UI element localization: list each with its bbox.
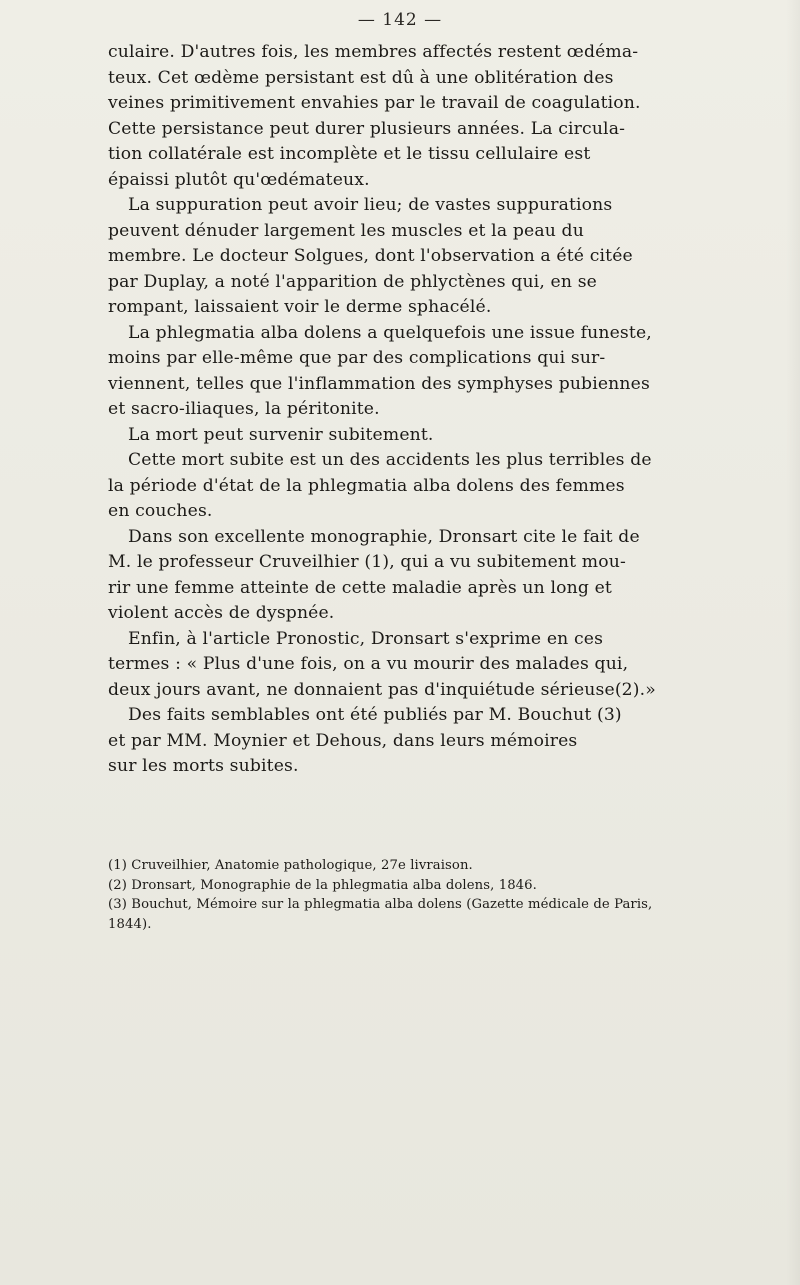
footnote-2: (2) Dronsart, Monographie de la phlegmatia alba dolens, 1846. [108,877,537,893]
paragraph-start-line: Enfin, à l'article Pronostic, Dronsart s'exprime en ces [128,628,604,649]
body-line: épaissi plutôt qu'œdémateux. [108,169,370,190]
body-line: rir une femme atteinte de cette maladie après un long et [108,577,612,598]
body-line: teux. Cet œdème persistant est dû à une oblitération des [108,67,614,88]
page-edge-shadow [786,0,800,1285]
body-line: par Duplay, a noté l'apparition de phlyctènes qui, en se [108,271,598,292]
body-line: rompant, laissaient voir le derme sphacélé. [108,297,492,317]
footnote-3-continuation: 1844). [108,916,152,932]
body-line: deux jours avant, ne donnaient pas d'inquiétude sérieuse(2).» [108,679,656,700]
body-text [108,40,674,780]
body-line: moins par elle-même que par des complications qui sur- [108,348,606,368]
paragraph-start-line: Dans son excellente monographie, Dronsart cite le fait de [128,526,640,547]
body-line: sur les morts subites. [108,756,299,776]
body-line: peuvent dénuder largement les muscles et la peau du [108,220,584,241]
paragraph-start-line: La suppuration peut avoir lieu; de vastes suppurations [128,195,613,215]
body-line: termes : « Plus d'une fois, on a vu mourir des malades qui, [108,654,629,674]
body-line: veines primitivement envahies par le travail de coagulation. [108,93,641,113]
body-line: violent accès de dyspnée. [108,603,335,623]
body-line: culaire. D'autres fois, les membres affectés restent œdéma- [108,42,639,62]
body-line: membre. Le docteur Solgues, dont l'observation a été citée [108,246,633,266]
body-line: en couches. [108,501,213,521]
paragraph-start-line: La phlegmatia alba dolens a quelquefois une issue funeste, [128,322,652,343]
footnotes [108,856,674,934]
body-line: viennent, telles que l'inflammation des symphyses pubiennes [108,373,650,394]
paragraph-start-line: Des faits semblables ont été publiés par M. Bouchut (3) [128,705,622,725]
footnote-3: (3) Bouchut, Mémoire sur la phlegmatia alba dolens (Gazette médicale de Paris, [108,897,653,912]
body-line: et par MM. Moynier et Dehous, dans leurs mémoires [108,730,578,751]
page-number: — 142 — [357,10,443,30]
body-line: M. le professeur Cruveilhier (1), qui a vu subitement mou- [108,552,626,572]
body-line: et sacro-iliaques, la péritonite. [108,399,380,419]
body-line: la période d'état de la phlegmatia alba dolens des femmes [108,475,625,496]
paragraph-start-line: La mort peut survenir subitement. [128,424,434,445]
body-line: tion collatérale est incomplète et le tissu cellulaire est [108,144,591,164]
paragraph-start-line: Cette mort subite est un des accidents les plus terribles de [128,450,652,470]
footnote-1: (1) Cruveilhier, Anatomie pathologique, 27e livraison. [108,858,473,873]
body-line: Cette persistance peut durer plusieurs années. La circula- [108,118,626,139]
